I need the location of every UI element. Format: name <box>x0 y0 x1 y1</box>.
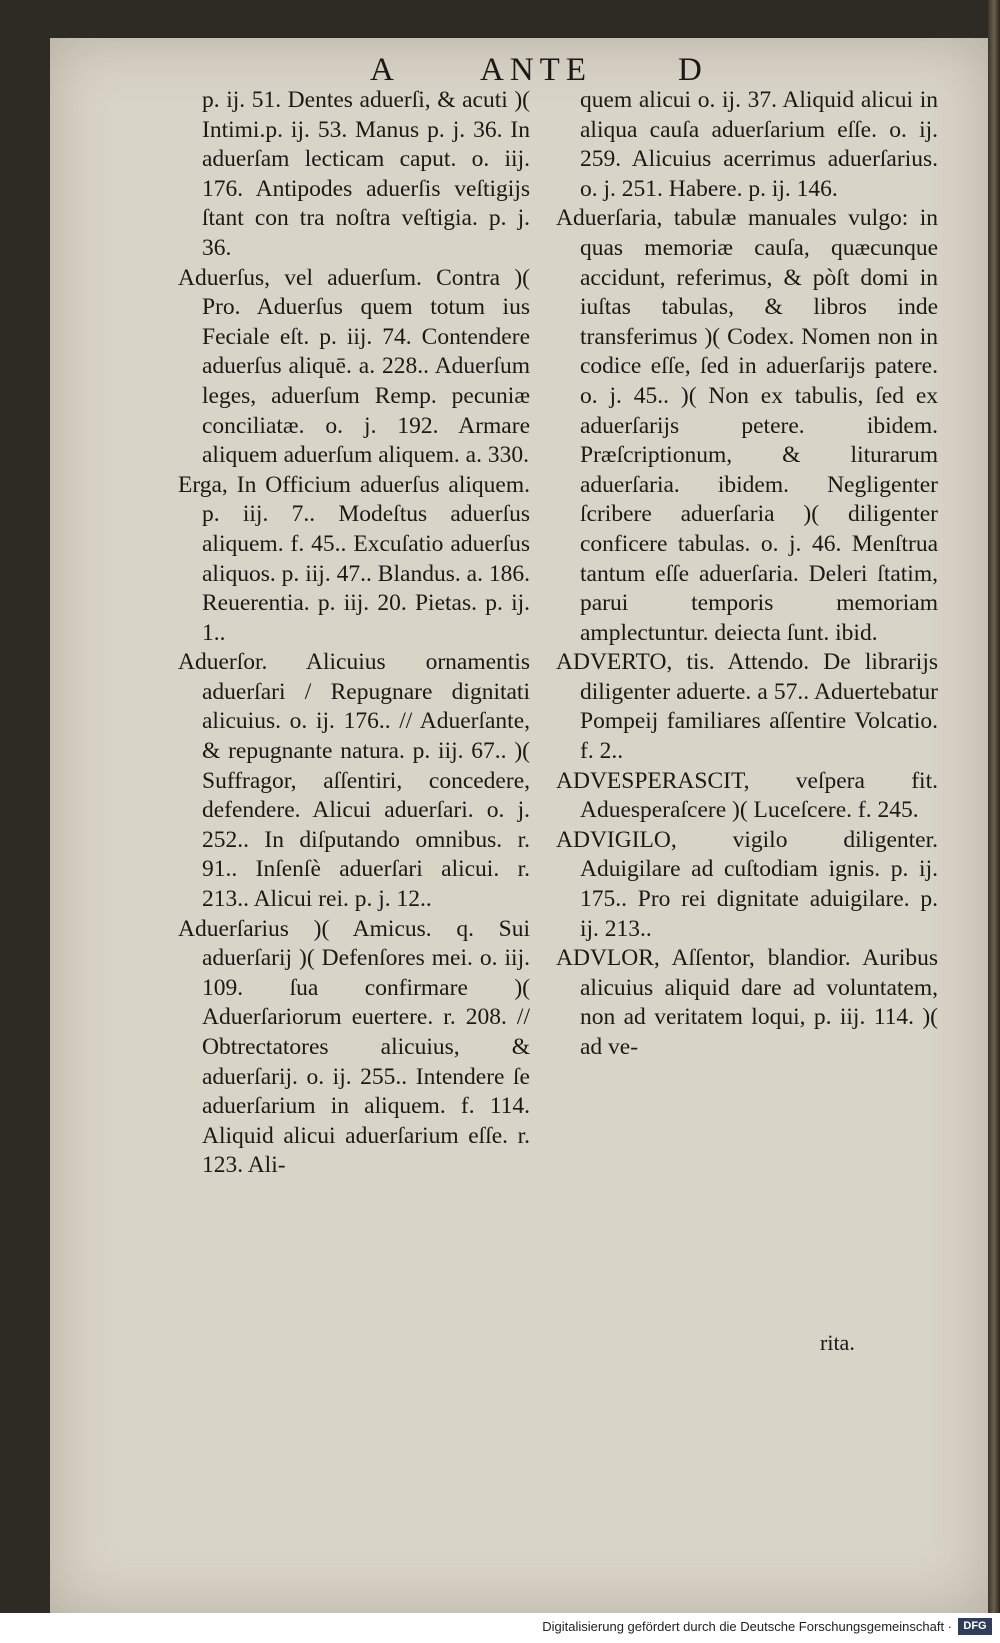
running-head-middle: ANTE <box>480 52 592 88</box>
left-entry-1: p. ij. 51. Dentes aduerſi, & acuti )( Intimi.p. ij. 53. Manus p. j. 36. In aduerſam lecticam caput. o. iij. 176. Antipodes aduerſis veſtigijs ſtant con tra noſtra veſtigia. p. j. 36. <box>202 87 530 261</box>
left-entry-5: Aduerſarius )( Amicus. q. Sui aduerſarij )( Defenſores mei. o. iij. 109. ſua confirmare )( Aduerſariorum euertere. r. 208. // Obtrectatores alicuius, & aduerſarij. o. ij. 255.. Intendere ſe aduerſarium in aliquem. f. 114. Aliquid alicui aduerſarium eſſe. r. 123. Ali- <box>178 915 530 1179</box>
footer-credit: Digitalisierung gefördert durch die Deutsche Forschungsgemeinschaft · <box>542 1619 952 1634</box>
right-entry-2: Aduerſaria, tabulæ manuales vulgo: in quas memoriæ cauſa, quæcunque accidunt, referimus, & pòſt domi in iuſtas tabulas, & libros inde transferimus )( Codex. Nomen non in codice eſſe, ſed in aduerſarijs patere. o. j. 45.. )( Non ex tabulis, ſed ex aduerſarijs petere. ibidem. Præſcriptionum, & liturarum aduerſaria. ibidem. Negligenter ſcribere aduerſaria )( diligenter conficere tabulas. o. j. 46. Menſtrua tantum eſſe aduerſaria. Deleri ſtatim, parui temporis memoriam amplectuntur. deiecta ſunt. ibid. <box>556 205 938 646</box>
book-spine <box>988 0 1000 1643</box>
right-column <box>556 86 938 1063</box>
right-entry-3: ADVERTO, tis. Attendo. De librarijs diligenter aduerte. a 57.. Aduertebatur Pompeij familiares aſſentire Volcatio. f. 2.. <box>556 649 938 765</box>
dfg-logo: DFG <box>958 1618 992 1635</box>
running-head-right: D <box>678 52 708 88</box>
footer-bar <box>0 1613 1000 1643</box>
catchword: rita. <box>820 1330 855 1355</box>
running-head-left: A <box>370 52 400 88</box>
left-entry-4: Aduerſor. Alicuius ornamentis aduerſari / Repugnare dignitati alicuius. o. ij. 176.. // Aduerſante, & repugnante natura. p. iij. 67.. )( Suffragor, aſſentiri, concedere, defendere. Alicui aduerſari. o. j. 252.. In diſputando omnibus. r. 91.. Inſenſè aduerſari alicui. r. 213.. Alicui rei. p. j. 12.. <box>178 649 530 913</box>
right-entry-5: ADVIGILO, vigilo diligenter. Aduigilare ad cuſtodiam ignis. p. ij. 175.. Pro rei dignitate aduigilare. p. ij. 213.. <box>556 826 938 942</box>
left-entry-2: Aduerſus, vel aduerſum. Contra )( Pro. Aduerſus quem totum ius Feciale eſt. p. iij. 74. Contendere aduerſus aliquē. a. 228.. Aduerſum leges, aduerſum Remp. pecuniæ conciliatæ. o. j. 192. Armare aliquem aduerſum aliquem. a. 330. <box>178 264 530 469</box>
right-entry-4: ADVESPERASCIT, veſpera fit. Aduesperaſcere )( Luceſcere. f. 245. <box>556 767 938 824</box>
left-entry-3: Erga, In Officium aduerſus aliquem. p. iij. 7.. Modeſtus aduerſus aliquem. f. 45.. Excuſatio aduerſus aliquos. p. iij. 47.. Blandus. a. 186. Reuerentia. p. iij. 20. Pietas. p. ij. 1.. <box>178 471 530 646</box>
right-entry-1: quem alicui o. ij. 37. Aliquid alicui in aliqua cauſa aduerſarium eſſe. o. ij. 259. Alicuius acerrimus aduerſarius. o. j. 251. Habere. p. ij. 146. <box>580 87 938 202</box>
left-column <box>178 86 530 1181</box>
right-entry-6: ADVLOR, Aſſentor, blandior. Auribus alicuius aliquid dare ad voluntatem, non ad veritatem loqui, p. iij. 114. )( ad ve- <box>556 945 938 1060</box>
